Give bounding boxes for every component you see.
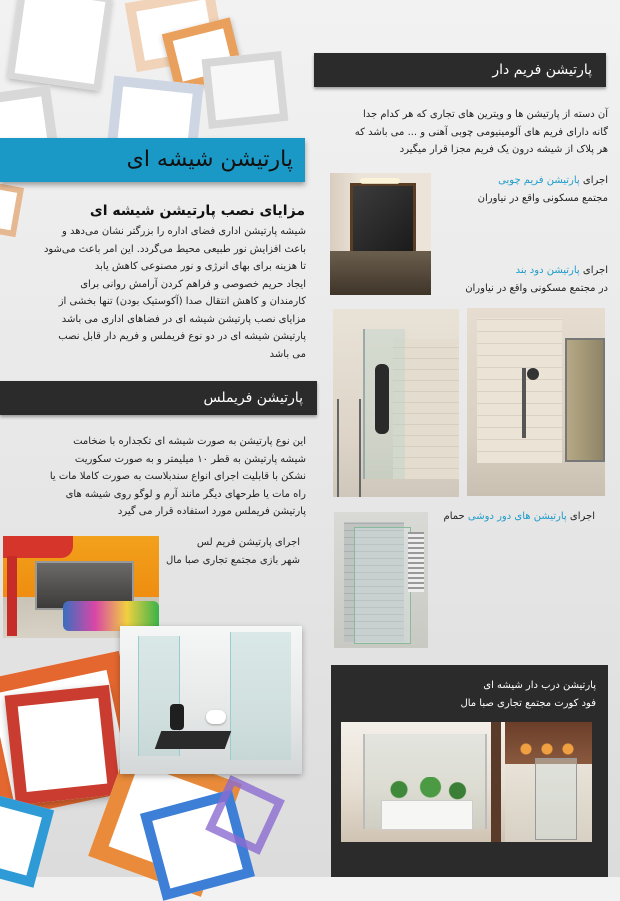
glass-line-1: شیشه پارتیشن اداری فضای اداره را بزرگتر نشان می‌دهد و (62, 226, 306, 237)
caption-wood (438, 172, 608, 208)
decor-frame-9 (5, 685, 121, 805)
caption-shower (435, 508, 595, 526)
frameless-partition-text (10, 433, 306, 521)
photo-wood-frame-partition (330, 173, 431, 295)
glass-line-4: ایجاد حریم خصوصی و فراهم کردن آرامش روانی برای (80, 278, 306, 290)
photo-park-sign (3, 536, 73, 558)
glass-partition-title: پارتیشن شیشه ای (126, 147, 293, 172)
frame-partition-title-bar: پارتیشن فریم دار (314, 53, 606, 87)
photo-food-court-2 (505, 722, 592, 842)
photo-office-glass-right (230, 632, 291, 760)
photo-office-frameless (120, 626, 302, 774)
caption-frameless-job (160, 534, 300, 570)
caption-smoke-line-1 (430, 262, 608, 280)
glass-advantages-heading: مزایای نصب پارتیشن شیشه ای (89, 203, 305, 219)
photo-smoke-1-worker (375, 364, 389, 434)
photo-smoke-2-wall (477, 318, 562, 463)
photo-food-court-1-post (491, 722, 501, 842)
photo-food-court-1-planter (381, 800, 473, 830)
glass-line-8: می باشد (269, 348, 306, 360)
door-caption-line-1: پارتیشن درب دار شیشه ای (483, 680, 596, 691)
glass-line-3: تا هزینه برای بهای انرژی و نور مصنوعی کاهش یابد (94, 261, 306, 272)
photo-office-rug (155, 731, 232, 749)
door-partition-caption (356, 677, 596, 713)
caption-wood-highlight: پارتیشن فریم چوبی (498, 175, 580, 186)
frame-line-3: هر پلاک از شیشه درون یک فریم مجزا قرار میگیرد (399, 144, 608, 155)
photo-smoke-partition-1 (333, 309, 459, 497)
photo-smoke-2-handle (522, 368, 526, 438)
photo-food-court-2-door (535, 758, 577, 840)
frameless-line-5: پارتیشن فریملس مورد استفاده قرار می گیرد (117, 506, 306, 517)
frameless-line-3: نشکن با قابلیت اجرای انواع سندبلاست به صورت کاملا مات یا (49, 471, 306, 482)
frameless-line-2: شیشه پارتیشن به قطر ۱۰ میلیمتر و به صورت سکوریت (74, 453, 306, 465)
decor-frame-4 (202, 51, 289, 129)
photo-food-court-1-plants (381, 777, 471, 802)
door-caption-line-2: فود کورت مجتمع تجاری صبا مال (460, 698, 596, 709)
frame-partition-text (318, 106, 608, 159)
frameless-line-1: این نوع پارتیشن به صورت شیشه ای تکجداره با ضخامت (73, 436, 306, 447)
glass-line-5: کارمندان و کاهش انتقال صدا (آکوستیک بودن) تنها بخشی از (58, 296, 306, 307)
frameless-line-4: راه مات یا طرحهای دیگر مانند آرم و لوگو روی شیشه های (65, 488, 306, 500)
caption-smoke (430, 262, 608, 298)
photo-smoke-partition-2 (467, 308, 605, 496)
glass-line-6: مزایای نصب پارتیشن شیشه ای در فضاهای اداری می باشد (61, 313, 306, 325)
photo-park-column (7, 556, 17, 636)
glass-line-2: باعث افزایش نور طبیعی محیط می‌گردد. این امر باعث می‌شود (43, 243, 306, 255)
photo-wood-light (360, 178, 400, 184)
decor-frame-1 (8, 0, 112, 91)
caption-shower-prefix: اجرای (569, 511, 595, 522)
caption-shower-suffix: حمام (443, 511, 465, 522)
photo-office-chair (170, 704, 184, 730)
door-partition-panel (331, 665, 608, 877)
photo-shower-partition (334, 512, 428, 648)
photo-food-court-1 (341, 722, 511, 842)
photo-smoke-2-sign (527, 368, 539, 380)
photo-smoke-1-ladder (337, 399, 361, 497)
photo-office-seat (206, 710, 226, 724)
photo-amusement-park (3, 536, 159, 638)
caption-frameless-line-1: اجرای پارتیشن فریم لس (196, 537, 300, 548)
glass-line-7: پارتیشن شیشه ای در دو نوع فریملس و فریم دار قابل نصب (58, 331, 306, 342)
caption-shower-highlight: پارتیشن های دور دوشی (467, 511, 567, 522)
caption-wood-line-1 (438, 172, 608, 190)
caption-wood-prefix: اجرای (582, 175, 608, 186)
photo-food-court-2-lamps (517, 742, 577, 756)
caption-wood-line-2: مجتمع مسکونی واقع در نیاوران (477, 193, 608, 204)
photo-shower-glass (354, 527, 411, 644)
frame-line-1: آن دسته از پارتیشن ها و ویترین های تجاری که هر کدام جدا (363, 109, 608, 120)
photo-wood-planter (330, 251, 431, 295)
caption-smoke-prefix: اجرای (582, 265, 608, 276)
frame-line-2: گانه دارای فریم های آلومینیومی چوبی آهنی و ... می باشد که (354, 126, 608, 138)
glass-partition-title-bar (0, 138, 305, 182)
photo-smoke-2-elevator (565, 338, 605, 462)
caption-smoke-highlight: پارتیشن دود بند (515, 265, 580, 276)
photo-shower-radiator (408, 532, 424, 592)
caption-smoke-line-2: در مجتمع مسکونی واقع در نیاوران (465, 283, 608, 294)
frameless-partition-title-bar: پارتیشن فریملس (0, 381, 317, 415)
glass-advantages-text (10, 223, 306, 363)
caption-frameless-line-2: شهر بازی مجتمع تجاری صبا مال (166, 555, 300, 566)
